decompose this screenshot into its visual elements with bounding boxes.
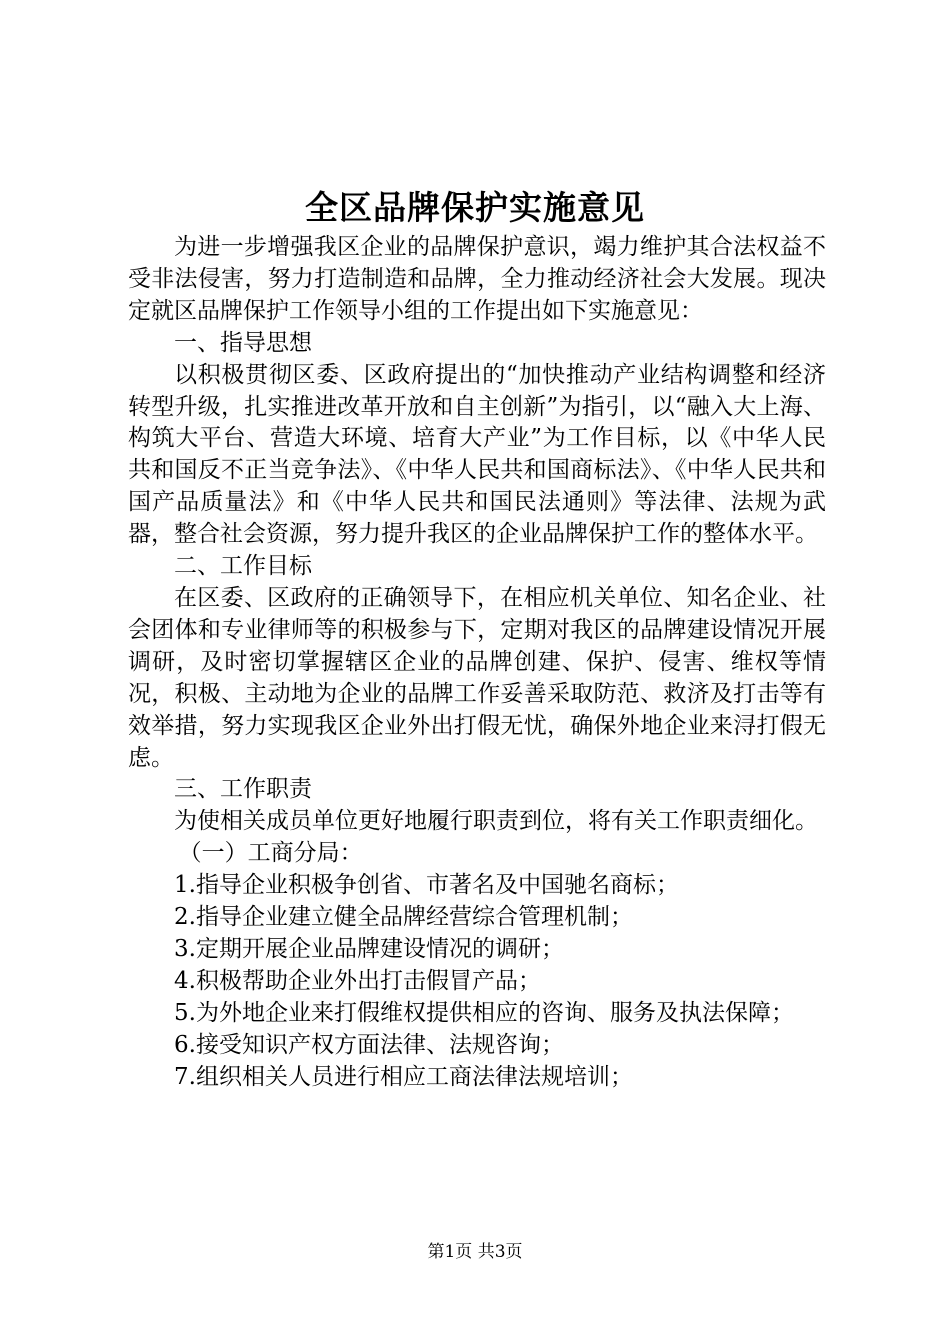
guiding-ideology-paragraph: 以积极贯彻区委、区政府提出的“加快推动产业结构调整和经济转型升级，扎实推进改革开放和自主创新”为指引，以“融入大上海、构筑大平台、营造大环境、培育大产业”为工作目标，以《中华人民共和国反不正当竞争法》、《中华人民共和国商标法》、《中华人民共和国产品质量法》和《中华人民共和国民法通则》等法律、法规为武器，整合社会资源，努力提升我区的企业品牌保护工作的整体水平。 <box>128 361 826 548</box>
section-heading-guiding-ideology: 一、指导思想 <box>174 329 312 356</box>
page-number-footer: 第1页 共3页 <box>427 1242 523 1262</box>
section-heading-work-goals: 二、工作目标 <box>174 553 312 580</box>
list-item: 4.积极帮助企业外出打击假冒产品； <box>174 967 541 994</box>
work-goals-paragraph: 在区委、区政府的正确领导下，在相应机关单位、知名企业、社会团体和专业律师等的积极参与下，定期对我区的品牌建设情况开展调研，及时密切掌握辖区企业的品牌创建、保护、侵害、维权等情况，积极、主动地为企业的品牌工作妥善采取防范、救济及打击等有效举措，努力实现我区企业外出打假无忧，确保外地企业来浔打假无虑。 <box>128 584 826 771</box>
list-item: 3.定期开展企业品牌建设情况的调研； <box>174 935 564 962</box>
list-item: 1.指导企业积极争创省、市著名及中国驰名商标； <box>174 872 679 899</box>
section-heading-responsibilities: 三、工作职责 <box>174 776 312 803</box>
list-item: 2.指导企业建立健全品牌经营综合管理机制； <box>174 904 633 931</box>
responsibilities-paragraph: 为使相关成员单位更好地履行职责到位，将有关工作职责细化。 <box>174 808 818 835</box>
document-body <box>128 232 826 1093</box>
list-item: 6.接受知识产权方面法律、法规咨询； <box>174 1031 564 1058</box>
document-title: 全区品牌保护实施意见 <box>305 188 645 227</box>
subsection-heading-industry-commerce: （一）工商分局： <box>178 840 363 867</box>
list-item: 7.组织相关人员进行相应工商法律法规培训； <box>174 1063 633 1090</box>
list-item: 5.为外地企业来打假维权提供相应的咨询、服务及执法保障； <box>174 999 794 1026</box>
intro-paragraph: 为进一步增强我区企业的品牌保护意识，竭力维护其合法权益不受非法侵害，努力打造制造和品牌，全力推动经济社会大发展。现决定就区品牌保护工作领导小组的工作提出如下实施意见： <box>128 234 826 324</box>
